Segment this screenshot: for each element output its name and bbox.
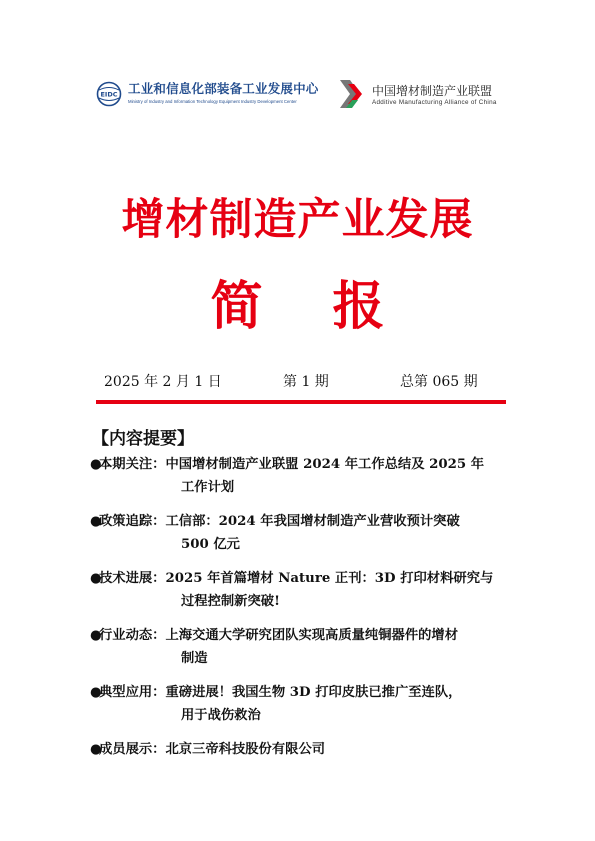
amac-name: 中国增材制造产业联盟 (372, 84, 493, 98)
item-label: 行业动态： (99, 628, 166, 643)
contents-item-technology (90, 567, 520, 613)
item-label: 典型应用： (99, 685, 166, 700)
amac-logo (338, 78, 508, 114)
item-text-continued: 制造 (181, 651, 208, 666)
amac-english-name: Additive Manufacturing Alliance of China (372, 99, 497, 106)
item-text: 上海交通大学研究团队实现高质量纯铜器件的增材 (165, 628, 459, 643)
edc-name: 工业和信息化部装备工业发展中心 (128, 81, 319, 96)
contents-item-industry (90, 624, 520, 670)
issue-date: 2025 年 2 月 1 日 (104, 374, 222, 390)
contents-item-policy (90, 510, 520, 556)
item-text-continued: 过程控制新突破! (181, 594, 280, 609)
contents-item-member (90, 738, 520, 761)
item-text: 中国增材制造产业联盟 2024 年工作总结及 2025 年 (165, 457, 485, 472)
bullet-icon: ● (90, 571, 102, 586)
contents-heading: 【内容提要】 (92, 429, 194, 449)
bullet-icon: ● (90, 742, 102, 757)
item-label: 本期关注： (99, 457, 166, 472)
item-text: 北京三帝科技股份有限公司 (165, 742, 326, 757)
miit-edc-logo (96, 78, 319, 114)
report-subtitle: 简 报 (210, 276, 411, 337)
item-label: 政策追踪： (99, 514, 166, 529)
bullet-icon: ● (90, 685, 102, 700)
contents-item-focus (90, 453, 520, 499)
issue-total-number: 总第 065 期 (400, 374, 478, 390)
item-text: 工信部：2024 年我国增材制造产业营收预计突破 (165, 514, 460, 529)
edc-english-name: Ministry of Industry and Information Technology Equipment Industry Development Center (128, 99, 297, 104)
bullet-icon: ● (90, 457, 102, 472)
report-title: 增材制造产业发展 (121, 195, 474, 245)
item-text-continued: 500 亿元 (181, 537, 240, 552)
bullet-icon: ● (90, 628, 102, 643)
item-text-continued: 用于战伤救治 (181, 708, 261, 723)
issue-number: 第 1 期 (283, 374, 329, 390)
edc-globe-icon (96, 81, 122, 107)
contents-item-application (90, 681, 520, 727)
red-divider (96, 400, 506, 404)
item-text: 重磅进展！我国生物 3D 打印皮肤已推广至连队， (165, 685, 462, 700)
bullet-icon: ● (90, 514, 102, 529)
item-label: 成员展示： (99, 742, 166, 757)
item-text-continued: 工作计划 (181, 480, 235, 495)
item-text: 2025 年首篇增材 Nature 正刊：3D 打印材料研究与 (165, 571, 494, 586)
svg-text:EIDC: EIDC (100, 90, 118, 99)
amac-mark-icon (338, 78, 366, 110)
item-label: 技术进展： (99, 571, 166, 586)
